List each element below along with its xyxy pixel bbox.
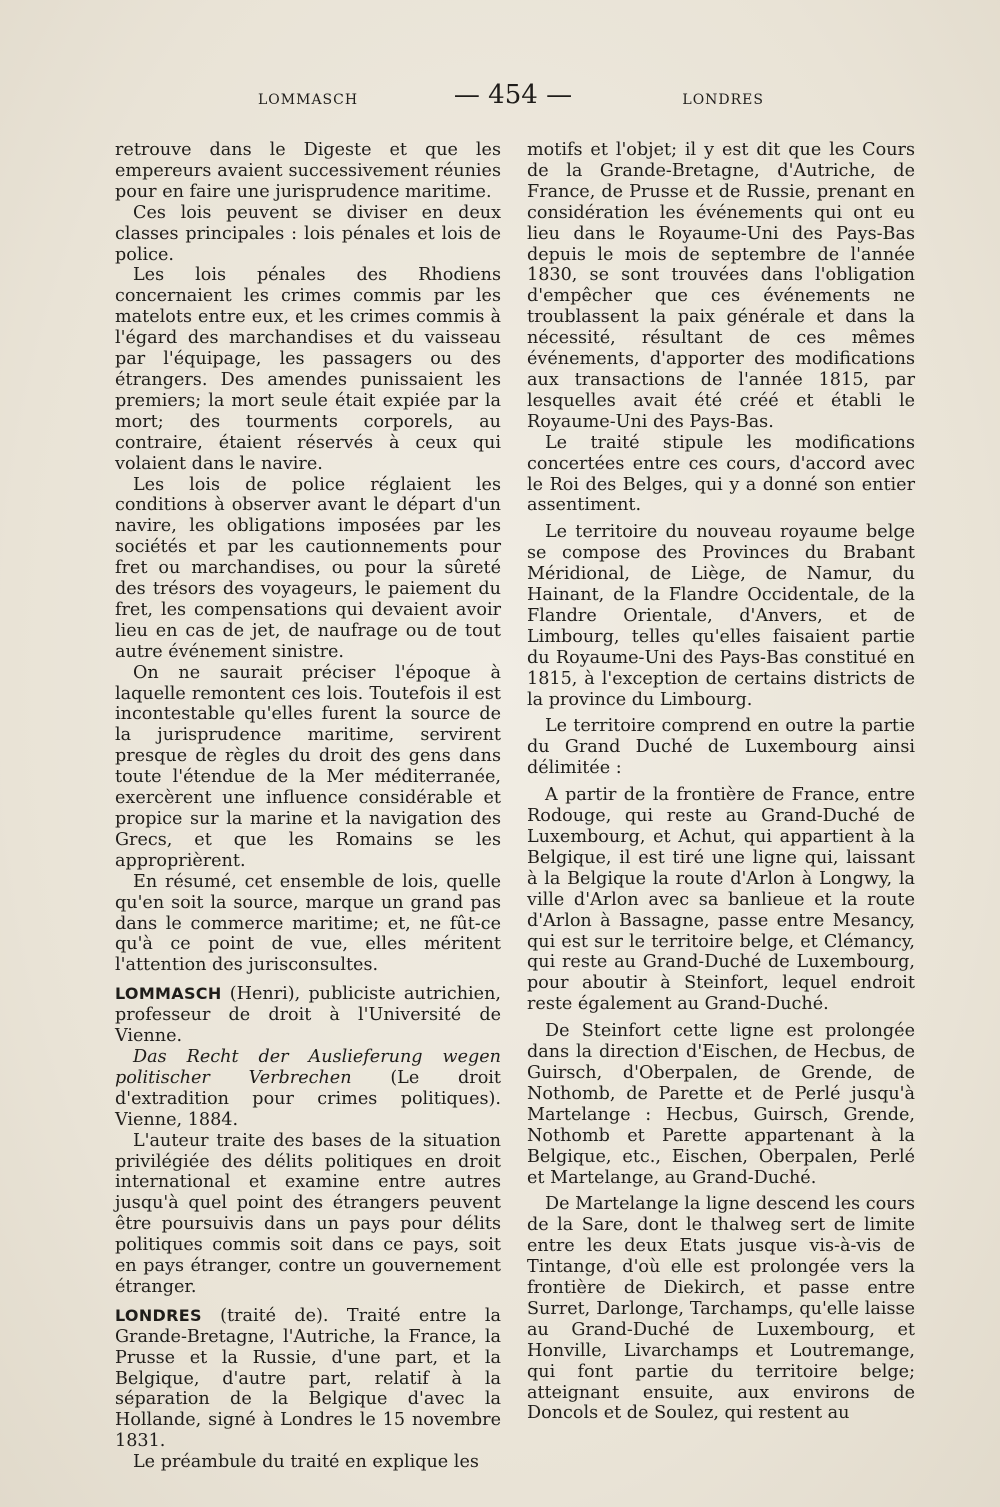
paragraph: Ces lois peuvent se diviser en deux classes principales : lois pénales et lois de police. (115, 202, 501, 265)
paragraph: L'auteur traite des bases de la situation privilégiée des délits politiques en droit international et examine entre autres jusqu'à quel point des étrangers peuvent être poursuivis dans un pays pour délits politiques commis soit dans ce pays, soit en pays étranger, contre un gouvernement étranger. (115, 1130, 501, 1297)
running-header (258, 78, 764, 118)
book-title-details: (Le droit d'extradition pour crimes politiques). Vienne, 1884. (115, 1067, 502, 1130)
paragraph: Les lois de police réglaient les conditions à observer avant le départ d'un navire, les obligations imposées par les sociétés et par les cautionnements pour fret ou marchandises, ou pour la sûreté des trésors des voyageurs, le paiement du fret, les compensations qui devaient avoir lieu en cas de jet, de naufrage ou de tout autre événement sinistre. (115, 474, 501, 662)
page-number: — 454 — (453, 80, 573, 110)
paragraph: Le territoire du nouveau royaume belge se compose des Provinces du Brabant Méridional, de Liège, de Namur, du Hainant, de la Flandre Occidentale, de la Flandre Orientale, d'Anvers, et de Limbourg, telles qu'elles faisaient partie du Royaume-Uni des Pays-Bas constitué en 1815, à l'exception de certains districts de la province du Limbourg. (527, 522, 915, 710)
entry-description: (traité de). Traité entre la Grande-Bretagne, l'Autriche, la France, la Prusse et la Russie, d'une part, et la Belgique, d'autre part, relatif à la séparation de la Belgique d'avec la Hollande, signé à Londres le 15 novembre 1831. (115, 1305, 501, 1452)
paragraph: De Martelange la ligne descend les cours de la Sare, dont le thalweg sert de limite entre les deux Etats jusque vis-à-vis de Tintange, d'où elle est prolongée vers la frontière de Diekirch, et passe entre Surret, Darlonge, Tarchamps, qu'elle laisse au Grand-Duché de Luxembourg, et Honville, Livarchamps et Loutremange, qui font partie du territoire belge; atteignant ensuite, aux environs de Doncols et de Soulez, qui restent au (527, 1194, 915, 1424)
right-column (527, 140, 915, 1424)
header-left-word: LOMMASCH (258, 92, 359, 108)
paragraph: motifs et l'objet; il y est dit que les Cours de la Grande-Bretagne, d'Autriche, de France, de Prusse et de Russie, prenant en considération les événements qui ont eu lieu dans le Royaume-Uni des Pays-Bas depuis le mois de septembre de l'année 1830, se sont trouvées dans l'obligation d'empêcher que ces événements ne troublassent la paix générale et dans la nécessité, résultant de ces mêmes événements, d'apporter des modifications aux transactions de l'année 1815, par lesquelles avait été créé et établi le Royaume-Uni des Pays-Bas. (527, 140, 915, 432)
paragraph: A partir de la frontière de France, entre Rodouge, qui reste au Grand-Duché de Luxembourg, et Achut, qui appartient à la Belgique, il est tiré une ligne qui, laissant à la Belgique la route d'Arlon à Longwy, la ville d'Arlon avec sa banlieue et la route d'Arlon à Bassagne, passe entre Mesancy, qui est sur le territoire belge, et Clémancy, qui reste au Grand-Duché de Luxembourg, pour aboutir à Steinfort, lequel endroit reste également au Grand-Duché. (527, 785, 915, 1015)
bibliographic-reference (115, 1047, 501, 1131)
paragraph: Les lois pénales des Rhodiens concernaient les crimes commis par les matelots entre eux, et les crimes commis à l'égard des marchandises et du vaisseau par l'équipage, les passagers ou des étrangers. Des amendes punissaient les premiers; la mort seule était expiée par la mort; des tourments corporels, au contraire, étaient réservés à ceux qui volaient dans le navire. (115, 265, 501, 474)
paragraph: En résumé, cet ensemble de lois, quelle qu'en soit la source, marque un grand pas dans le commerce maritime; et, ne fût-ce qu'à ce point de vue, elles méritent l'attention des jurisconsultes. (115, 871, 501, 976)
book-title: Das Recht der Auslieferung wegen politischer Verbrechen (115, 1046, 501, 1088)
paragraph: On ne saurait préciser l'époque à laquelle remontent ces lois. Toutefois il est incontestable qu'elles furent la source de la jurisprudence maritime, servirent presque de règles du droit des gens dans toute l'étendue de la Mer méditerranée, exercèrent une influence considérable et propice sur la marine et la navigation des Grecs, et que les Romains se les approprièrent. (115, 662, 501, 871)
entry-londres (115, 1306, 501, 1452)
paragraph: Le préambule du traité en explique les (133, 1452, 479, 1473)
entry-description: (Henri), publiciste autrichien, professeur de droit à l'Université de Vienne. (115, 984, 501, 1047)
paragraph: retrouve dans le Digeste et que les empereurs avaient successivement réunies pour en faire une jurisprudence maritime. (115, 140, 501, 202)
paragraph: De Steinfort cette ligne est prolongée dans la direction d'Eischen, de Hecbus, de Guirsch, d'Oberpalen, de Grende, de Nothomb, de Parette et de Perlé jusqu'à Martelange : Hecbus, Guirsch, Grende, Nothomb et Parette appartenant à la Belgique, etc., Eischen, Oberpalen, Perlé et Martelange, au Grand-Duché. (527, 1021, 915, 1188)
paragraph: Le territoire comprend en outre la partie du Grand Duché de Luxembourg ainsi délimitée : (527, 716, 915, 779)
left-column (115, 140, 501, 1473)
header-right-word: LONDRES (682, 92, 764, 108)
entry-lommasch (115, 984, 501, 1047)
entry-headword: LONDRES (115, 1305, 202, 1325)
entry-headword: LOMMASCH (115, 984, 222, 1004)
paragraph: Le traité stipule les modifications concertées entre ces cours, d'accord avec le Roi des Belges, qui y a donné son entier assentiment. (527, 432, 915, 516)
